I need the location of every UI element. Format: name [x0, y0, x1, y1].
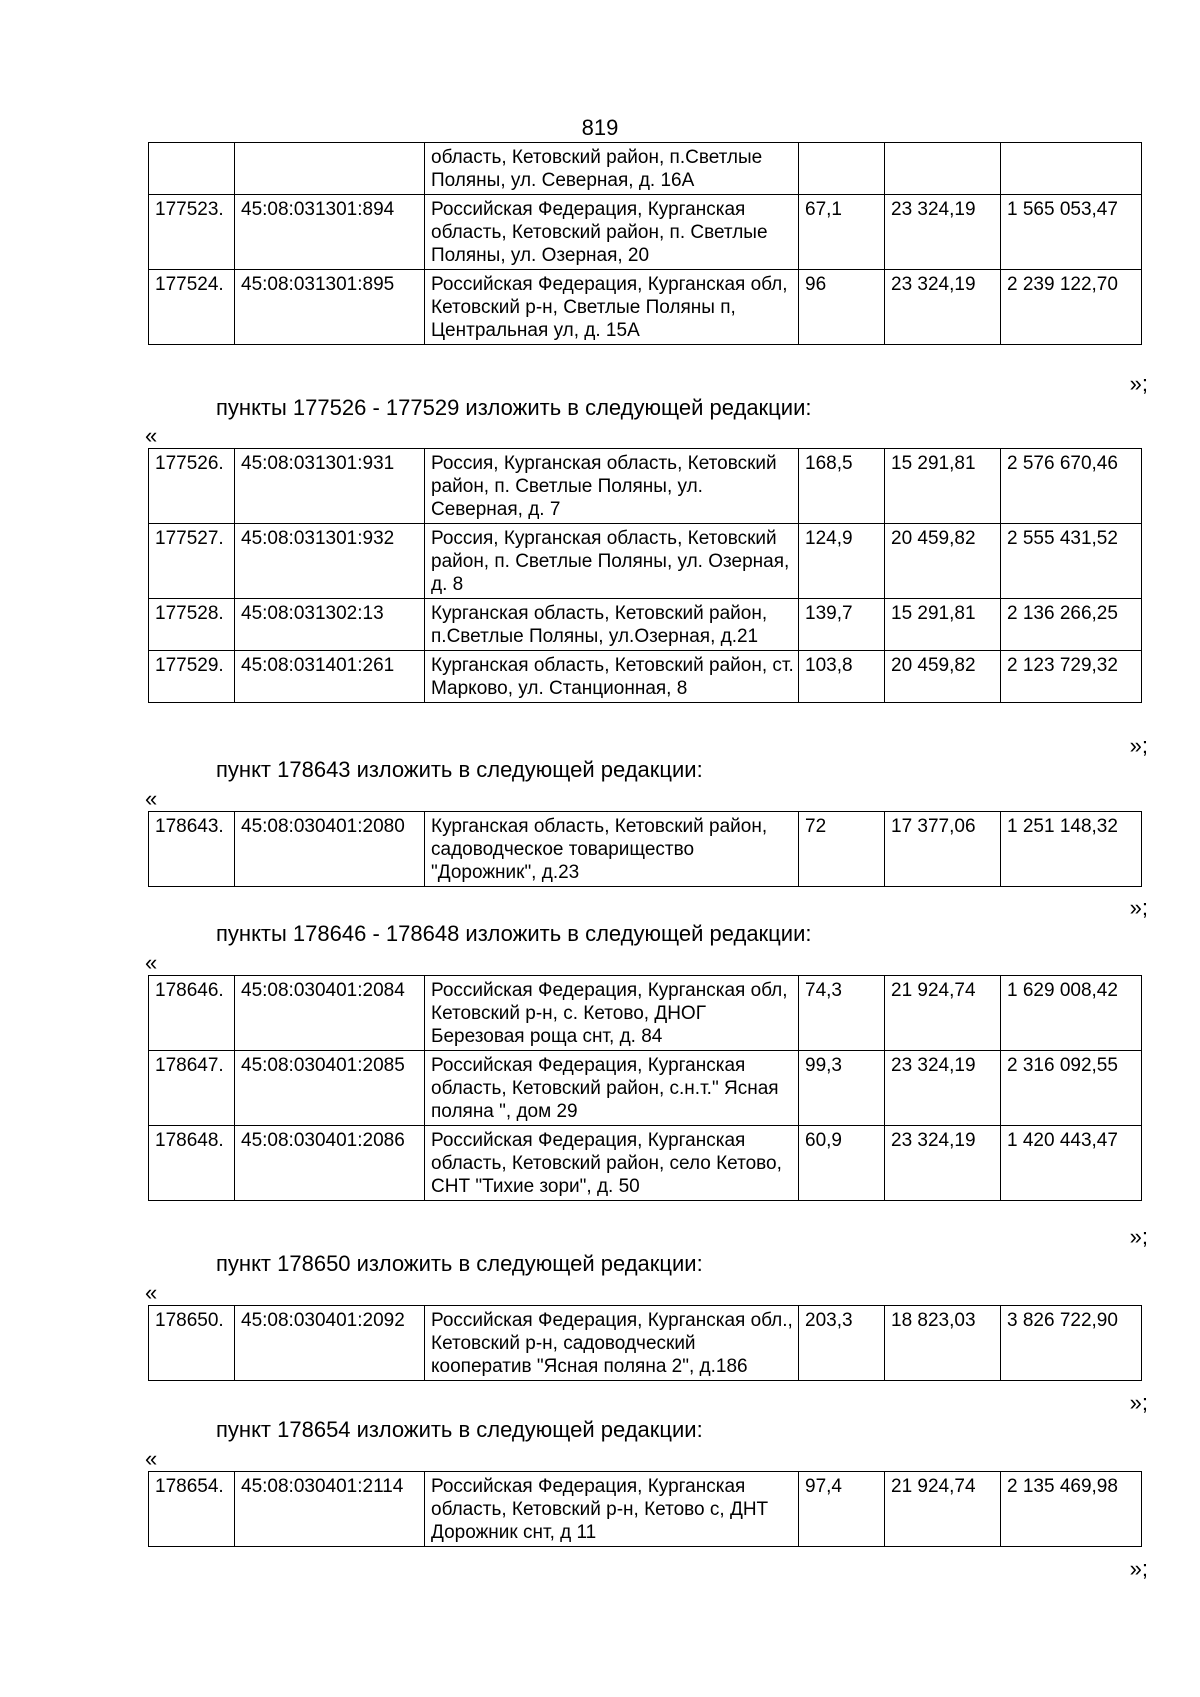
opening-quote: « — [145, 1280, 158, 1305]
rate-cell: 23 324,19 — [885, 270, 1001, 345]
area-cell: 99,3 — [799, 1051, 885, 1126]
table-row — [149, 976, 1142, 1051]
closing-quote: »; — [1129, 1556, 1148, 1581]
address-cell: Российская Федерация, Курганская обл., Кетовский р-н, садоводческий кооператив "Ясная поляна 2", д.186 — [425, 1306, 799, 1381]
address-cell: Российская Федерация, Курганская область, Кетовский район, с.н.т." Ясная поляна ", дом 29 — [425, 1051, 799, 1126]
value-cell: 2 123 729,32 — [1001, 651, 1142, 703]
area-cell: 96 — [799, 270, 885, 345]
cadastral-number-cell: 45:08:031301:895 — [235, 270, 425, 345]
table-row — [149, 195, 1142, 270]
cadastral-number-cell: 45:08:031301:932 — [235, 524, 425, 599]
data-table — [148, 1305, 1142, 1381]
data-table — [148, 975, 1142, 1201]
table-row — [149, 1306, 1142, 1381]
address-cell: Российская Федерация, Курганская область, Кетовский район, село Кетово, СНТ "Тихие зори", д. 50 — [425, 1126, 799, 1201]
address-cell: Российская Федерация, Курганская область, Кетовский район, п. Светлые Поляны, ул. Озерная, 20 — [425, 195, 799, 270]
data-table — [148, 142, 1142, 345]
cadastral-number-cell: 45:08:031301:931 — [235, 449, 425, 524]
address-cell: область, Кетовский район, п.Светлые Поляны, ул. Северная, д. 16А — [425, 143, 799, 195]
cadastral-number-cell: 45:08:030401:2084 — [235, 976, 425, 1051]
item-number-cell: 178643. — [149, 812, 235, 887]
address-cell: Курганская область, Кетовский район, ст. Марково, ул. Станционная, 8 — [425, 651, 799, 703]
value-cell — [1001, 143, 1142, 195]
area-cell: 124,9 — [799, 524, 885, 599]
value-cell: 3 826 722,90 — [1001, 1306, 1142, 1381]
amendment-instruction: пункты 178646 - 178648 изложить в следующей редакции: — [216, 921, 812, 946]
table-row — [149, 812, 1142, 887]
area-cell: 168,5 — [799, 449, 885, 524]
value-cell: 2 239 122,70 — [1001, 270, 1142, 345]
rate-cell: 23 324,19 — [885, 1126, 1001, 1201]
item-number-cell: 177524. — [149, 270, 235, 345]
cadastral-number-cell: 45:08:030401:2092 — [235, 1306, 425, 1381]
value-cell: 2 555 431,52 — [1001, 524, 1142, 599]
item-number-cell: 177523. — [149, 195, 235, 270]
value-cell: 2 576 670,46 — [1001, 449, 1142, 524]
item-number-cell: 178648. — [149, 1126, 235, 1201]
opening-quote: « — [145, 786, 158, 811]
rate-cell: 21 924,74 — [885, 976, 1001, 1051]
value-cell: 1 420 443,47 — [1001, 1126, 1142, 1201]
rate-cell — [885, 143, 1001, 195]
data-table — [148, 1471, 1142, 1547]
area-cell — [799, 143, 885, 195]
opening-quote: « — [145, 950, 158, 975]
address-cell: Россия, Курганская область, Кетовский район, п. Светлые Поляны, ул. Озерная, д. 8 — [425, 524, 799, 599]
area-cell: 67,1 — [799, 195, 885, 270]
rate-cell: 21 924,74 — [885, 1472, 1001, 1547]
cadastral-number-cell: 45:08:031302:13 — [235, 599, 425, 651]
area-cell: 60,9 — [799, 1126, 885, 1201]
table-row — [149, 270, 1142, 345]
rate-cell: 17 377,06 — [885, 812, 1001, 887]
cadastral-number-cell: 45:08:030401:2085 — [235, 1051, 425, 1126]
table-row — [149, 1126, 1142, 1201]
table-row — [149, 599, 1142, 651]
amendment-instruction: пункт 178643 изложить в следующей редакции: — [216, 757, 703, 782]
opening-quote: « — [145, 1446, 158, 1471]
rate-cell: 18 823,03 — [885, 1306, 1001, 1381]
cadastral-number-cell: 45:08:030401:2086 — [235, 1126, 425, 1201]
address-cell: Российская Федерация, Курганская область, Кетовский р-н, Кетово с, ДНТ Дорожник снт, д 11 — [425, 1472, 799, 1547]
value-cell: 1 251 148,32 — [1001, 812, 1142, 887]
table-row — [149, 524, 1142, 599]
item-number-cell: 177526. — [149, 449, 235, 524]
address-cell: Российская Федерация, Курганская обл, Кетовский р-н, Светлые Поляны п, Центральная ул, д. 15А — [425, 270, 799, 345]
address-cell: Россия, Курганская область, Кетовский район, п. Светлые Поляны, ул. Северная, д. 7 — [425, 449, 799, 524]
item-number-cell: 178654. — [149, 1472, 235, 1547]
value-cell: 1 565 053,47 — [1001, 195, 1142, 270]
address-cell: Курганская область, Кетовский район, садоводческое товарищество "Дорожник", д.23 — [425, 812, 799, 887]
item-number-cell: 177528. — [149, 599, 235, 651]
rate-cell: 23 324,19 — [885, 195, 1001, 270]
area-cell: 97,4 — [799, 1472, 885, 1547]
area-cell: 72 — [799, 812, 885, 887]
table-row — [149, 1051, 1142, 1126]
table-row — [149, 651, 1142, 703]
data-table — [148, 448, 1142, 703]
amendment-instruction: пункты 177526 - 177529 изложить в следующей редакции: — [216, 395, 812, 420]
area-cell: 74,3 — [799, 976, 885, 1051]
table-row — [149, 143, 1142, 195]
item-number-cell — [149, 143, 235, 195]
rate-cell: 15 291,81 — [885, 449, 1001, 524]
rate-cell: 20 459,82 — [885, 651, 1001, 703]
rate-cell: 23 324,19 — [885, 1051, 1001, 1126]
area-cell: 203,3 — [799, 1306, 885, 1381]
cadastral-number-cell — [235, 143, 425, 195]
table-row — [149, 1472, 1142, 1547]
cadastral-number-cell: 45:08:030401:2080 — [235, 812, 425, 887]
closing-quote: »; — [1129, 1224, 1148, 1249]
address-cell: Курганская область, Кетовский район, п.Светлые Поляны, ул.Озерная, д.21 — [425, 599, 799, 651]
item-number-cell: 177529. — [149, 651, 235, 703]
item-number-cell: 178647. — [149, 1051, 235, 1126]
rate-cell: 20 459,82 — [885, 524, 1001, 599]
value-cell: 2 136 266,25 — [1001, 599, 1142, 651]
value-cell: 2 135 469,98 — [1001, 1472, 1142, 1547]
address-cell: Российская Федерация, Курганская обл, Кетовский р-н, с. Кетово, ДНОГ Березовая роща снт, д. 84 — [425, 976, 799, 1051]
area-cell: 103,8 — [799, 651, 885, 703]
closing-quote: »; — [1129, 1390, 1148, 1415]
item-number-cell: 178646. — [149, 976, 235, 1051]
cadastral-number-cell: 45:08:031401:261 — [235, 651, 425, 703]
item-number-cell: 178650. — [149, 1306, 235, 1381]
table-row — [149, 449, 1142, 524]
amendment-instruction: пункт 178650 изложить в следующей редакции: — [216, 1251, 703, 1276]
closing-quote: »; — [1129, 371, 1148, 396]
closing-quote: »; — [1129, 895, 1148, 920]
value-cell: 1 629 008,42 — [1001, 976, 1142, 1051]
area-cell: 139,7 — [799, 599, 885, 651]
closing-quote: »; — [1129, 733, 1148, 758]
cadastral-number-cell: 45:08:030401:2114 — [235, 1472, 425, 1547]
amendment-instruction: пункт 178654 изложить в следующей редакции: — [216, 1417, 703, 1442]
page-number: 819 — [581, 115, 619, 140]
item-number-cell: 177527. — [149, 524, 235, 599]
cadastral-number-cell: 45:08:031301:894 — [235, 195, 425, 270]
opening-quote: « — [145, 423, 158, 448]
rate-cell: 15 291,81 — [885, 599, 1001, 651]
value-cell: 2 316 092,55 — [1001, 1051, 1142, 1126]
data-table — [148, 811, 1142, 887]
